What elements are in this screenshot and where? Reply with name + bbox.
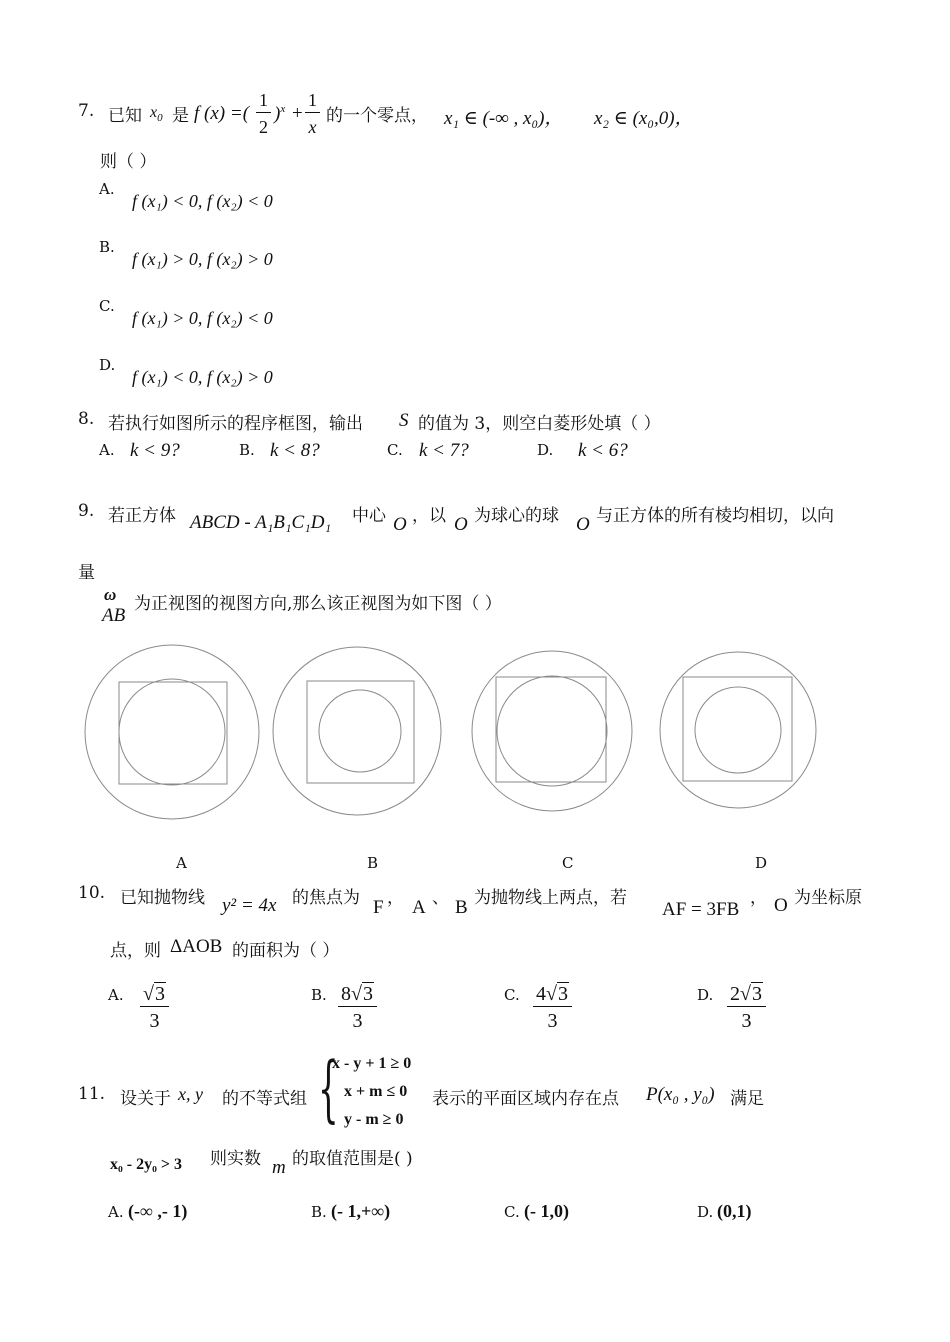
q7-option-d: f (x₁) < 0, f (x₂) > 0 xyxy=(132,367,273,387)
q11-option-c-label: C. xyxy=(504,1203,520,1221)
q11-option-a: (-∞ ,- 1) xyxy=(128,1201,188,1221)
q11-option-a-label: A. xyxy=(108,1203,124,1221)
q10-option-b-label: B. xyxy=(311,986,327,1004)
q7-text-b: 是 xyxy=(172,106,189,126)
q9-text-g: 为正视图的视图方向,那么该正视图为如下图（ ） xyxy=(134,594,502,614)
q7-text-a: 已知 xyxy=(108,106,142,126)
q10-point-b: B xyxy=(455,897,468,918)
q10-text-e: 点，则 xyxy=(110,941,161,961)
q8-text-a: 若执行如图所示的程序框图，输出 xyxy=(108,414,363,434)
figure-c-label: C xyxy=(562,854,574,872)
q8-option-d: k < 6? xyxy=(578,440,628,461)
q10-parabola: y² = 4x xyxy=(222,895,277,916)
q11-option-d-label: D. xyxy=(697,1203,714,1221)
q9-text-d: 为球心的球 xyxy=(474,506,559,526)
q7-option-d-label: D. xyxy=(99,356,116,374)
q9-text-f: 量 xyxy=(78,563,95,583)
figure-d-view xyxy=(660,652,816,808)
q8-option-c: k < 7? xyxy=(419,440,469,461)
q11-point-p: P(x₀ , y₀) xyxy=(646,1084,715,1105)
q10-option-c-label: C. xyxy=(504,986,520,1004)
q9-o-sphere: O xyxy=(576,514,590,535)
q9-text-c: ，以 xyxy=(412,506,446,526)
q10-option-c-value: $\frac{4√3}{3}$ xyxy=(533,982,572,1035)
q8-number: 8. xyxy=(78,409,95,429)
q10-option-a-label: A. xyxy=(108,986,124,1004)
q7-option-b-label: B. xyxy=(99,238,115,256)
figure-a-label: A xyxy=(176,854,187,872)
q7-x0: $x_0$ xyxy=(150,104,163,125)
q11-inequality-1: x - y + 1 ≥ 0 xyxy=(332,1055,412,1072)
vector-arrow-icon: ω xyxy=(104,585,117,604)
q7-option-a-label: A. xyxy=(99,180,115,198)
q9-o-center: O xyxy=(393,514,407,535)
q11-text-f: 的取值范围是( ) xyxy=(292,1149,413,1169)
figure-a-view xyxy=(85,645,259,819)
q10-text-d: 为坐标原 xyxy=(794,888,862,908)
q7-then: 则（ ） xyxy=(100,152,157,172)
q10-option-d-value: $\frac{2√3}{3}$ xyxy=(727,982,766,1035)
figure-b-label: B xyxy=(367,854,379,872)
q10-focus-f: F xyxy=(373,897,384,918)
q10-condition: AF = 3FB xyxy=(662,899,740,920)
q10-separator: 、 xyxy=(432,888,449,908)
q7-x2-condition: x₂ ∈ (x₀,0)， xyxy=(594,108,694,129)
q11-var-m: m xyxy=(272,1157,286,1178)
q9-cube: ABCD - A₁B₁C₁D₁ xyxy=(190,512,332,533)
q8-option-b-label: B. xyxy=(239,441,255,459)
q10-point-a: A xyxy=(412,897,426,918)
q7-inverse-fraction: $\frac{1}{x}$ xyxy=(305,88,320,141)
q11-system-brace: { xyxy=(318,1046,339,1130)
q9-text-b: 中心 xyxy=(352,506,386,526)
q11-inequality-2: x + m ≤ 0 xyxy=(344,1083,408,1100)
q7-plus: + xyxy=(292,103,303,124)
q8-option-d-label: D. xyxy=(537,441,554,459)
q8-option-b: k < 8? xyxy=(270,440,320,461)
q10-comma-1: ， xyxy=(387,888,404,908)
q11-text-e: 则实数 xyxy=(210,1149,261,1169)
q11-text-a: 设关于 xyxy=(120,1089,171,1109)
q7-x1-condition: x₁ ∈ (-∞ , x₀)， xyxy=(444,108,564,129)
q11-vars: x, y xyxy=(178,1084,203,1104)
q9-o-sphere-center: O xyxy=(454,514,468,535)
q11-option-c: (- 1,0) xyxy=(524,1201,569,1221)
q7-option-b: f (x₁) > 0, f (x₂) > 0 xyxy=(132,249,273,269)
q11-option-b-label: B. xyxy=(311,1203,327,1221)
q8-option-a-label: A. xyxy=(99,441,115,459)
q10-option-a-value: $\frac{√3}{3}$ xyxy=(140,982,169,1035)
q11-text-d: 满足 xyxy=(730,1089,764,1109)
q10-origin-o: O xyxy=(774,895,788,916)
q10-text-f: 的面积为（ ） xyxy=(232,941,340,961)
q10-text-a: 已知抛物线 xyxy=(120,888,205,908)
q11-condition: x₀ - 2y₀ > 3 xyxy=(110,1156,183,1173)
figure-c-view xyxy=(472,651,632,811)
figure-b-view xyxy=(273,647,441,815)
q7-option-c: f (x₁) > 0, f (x₂) < 0 xyxy=(132,308,273,328)
q7-option-a: f (x₁) < 0, f (x₂) < 0 xyxy=(132,191,273,211)
q10-number: 10. xyxy=(78,883,106,903)
q7-option-c-label: C. xyxy=(99,297,115,315)
q7-fx: f (x) =( xyxy=(194,103,250,124)
q10-comma-2: ， xyxy=(750,888,767,908)
q7-pow: )$^x$ xyxy=(274,103,286,125)
q8-option-a: k < 9? xyxy=(130,440,180,461)
q11-text-b: 的不等式组 xyxy=(222,1089,307,1109)
q7-half-fraction: $\frac{1}{2}$ xyxy=(256,88,271,141)
q10-text-b: 的焦点为 xyxy=(292,888,360,908)
q11-option-d: (0,1) xyxy=(717,1201,752,1221)
q9-vector-ab: AB xyxy=(102,605,126,626)
q11-inequality-3: y - m ≥ 0 xyxy=(344,1111,404,1128)
q10-text-c: 为抛物线上两点，若 xyxy=(474,888,627,908)
q11-text-c: 表示的平面区域内存在点 xyxy=(432,1089,619,1109)
figure-d-label: D xyxy=(755,854,768,872)
q10-option-b-value: $\frac{8√3}{3}$ xyxy=(338,982,377,1035)
q7-text-c: 的一个零点， xyxy=(326,106,428,126)
q10-triangle: ΔAOB xyxy=(170,936,223,957)
q8-text-b: 的值为 3，则空白菱形处填（ ） xyxy=(418,414,661,434)
q8-var-s: S xyxy=(399,410,409,431)
q11-number: 11. xyxy=(78,1084,106,1104)
q7-number: 7. xyxy=(78,101,95,121)
q9-text-e: 与正方体的所有棱均相切，以向 xyxy=(596,506,834,526)
q10-option-d-label: D. xyxy=(697,986,714,1004)
q8-option-c-label: C. xyxy=(387,441,403,459)
q9-text-a: 若正方体 xyxy=(108,506,176,526)
q9-number: 9. xyxy=(78,501,95,521)
q11-option-b: (- 1,+∞) xyxy=(331,1201,391,1221)
